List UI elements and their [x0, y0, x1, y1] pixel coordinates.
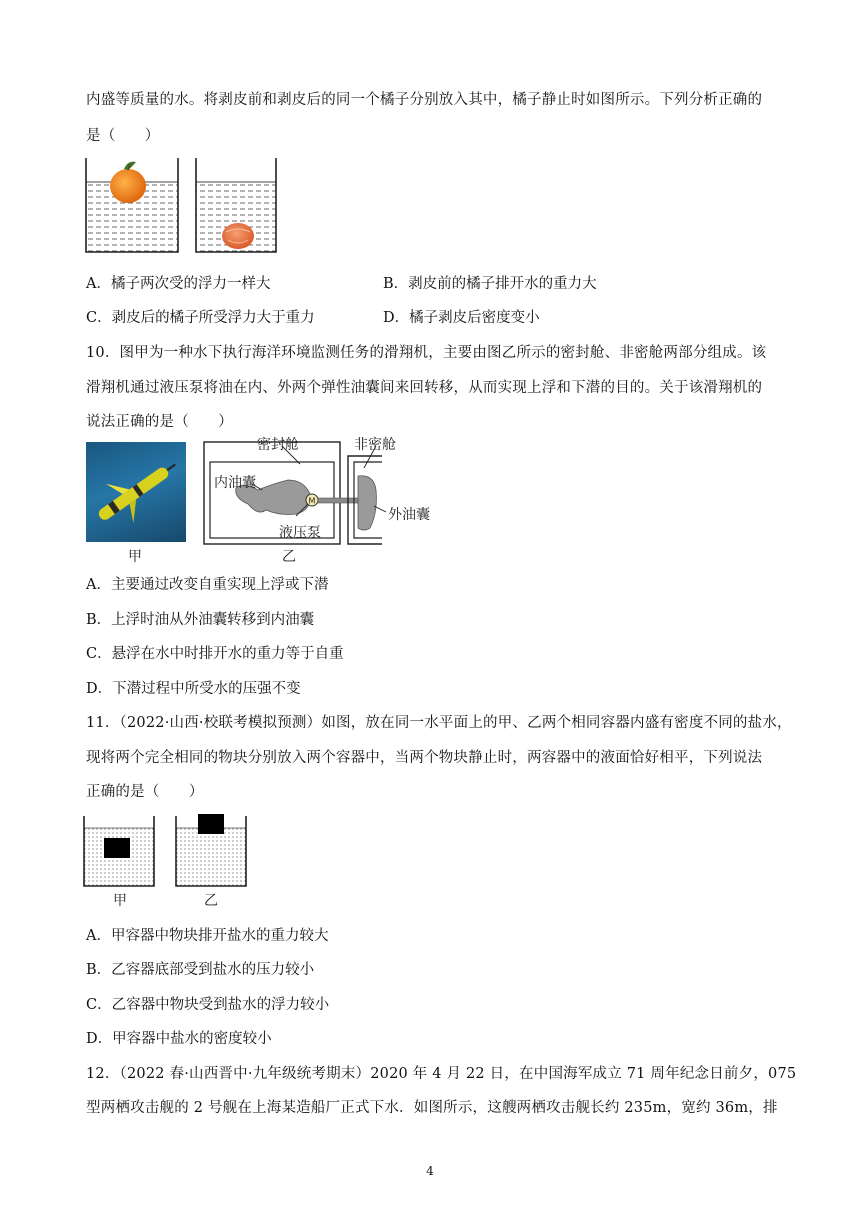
- q11-option-d: D．甲容器中盐水的密度较小: [86, 1031, 272, 1047]
- q9-option-a: A．橘子两次受的浮力一样大: [86, 276, 271, 292]
- q10-text-line-3: 说法正确的是（ ）: [86, 414, 233, 430]
- q10-text-line-1: 10．图甲为一种水下执行海洋环境监测任务的滑翔机，主要由图乙所示的密封舱、非密舱两部分组成。该: [86, 345, 767, 361]
- q10-option-c: C．悬浮在水中时排开水的重力等于自重: [86, 646, 344, 662]
- container-jia: [84, 816, 154, 886]
- beaker-unpeeled: [86, 158, 178, 252]
- label-sealed-cabin: 密封舱: [257, 437, 299, 453]
- glider-photo: [86, 442, 186, 542]
- caption-yi-2: 乙: [204, 893, 218, 909]
- q10-option-d: D．下潜过程中所受水的压强不变: [86, 681, 301, 697]
- q11-option-b: B．乙容器底部受到盐水的压力较小: [86, 962, 315, 978]
- q10-option-b: B．上浮时油从外油囊转移到内油囊: [86, 612, 315, 628]
- caption-jia-2: 甲: [113, 893, 127, 909]
- orange-beakers-figure: [80, 152, 280, 254]
- label-non-sealed-cabin: 非密舱: [354, 437, 396, 453]
- q9-option-b: B．剥皮前的橘子排开水的重力大: [383, 276, 597, 292]
- q10-option-a: A．主要通过改变自重实现上浮或下潜: [86, 577, 329, 593]
- container-yi: [176, 814, 246, 886]
- q11-text-line-3: 正确的是（ ）: [86, 784, 204, 800]
- salt-water-containers-figure: [80, 812, 250, 890]
- label-outer-oil-bag: 外油囊: [388, 507, 430, 523]
- unpeeled-orange-icon: [110, 169, 146, 203]
- q11-text-line-1: 11．（2022·山西·校联考模拟预测）如图，放在同一水平面上的甲、乙两个相同容器内盛有密度不同的盐水，: [86, 715, 792, 731]
- q9-option-c: C．剥皮后的橘子所受浮力大于重力: [86, 310, 315, 326]
- motor-label: M: [308, 496, 316, 506]
- caption-jia-1: 甲: [128, 549, 142, 565]
- q12-text-line-1: 12．（2022 春·山西晋中·九年级统考期末）2020 年 4 月 22 日，在中国海军成立 71 周年纪念日前夕，075: [86, 1066, 797, 1082]
- glider-structure-diagram: [200, 432, 440, 566]
- q11-option-a: A．甲容器中物块排开盐水的重力较大: [86, 928, 329, 944]
- q12-text-line-2: 型两栖攻击舰的 2 号舰在上海某造船厂正式下水．如图所示，这艘两栖攻击舰长约 235m，宽约 36m，排: [86, 1100, 778, 1116]
- q11-text-line-2: 现将两个完全相同的物块分别放入两个容器中，当两个物块静止时，两容器中的液面恰好相平，下列说法: [86, 750, 763, 766]
- q9-text-line-1: 内盛等质量的水。将剥皮前和剥皮后的同一个橘子分别放入其中，橘子静止时如图所示。下列分析正确的: [86, 92, 763, 108]
- beaker-peeled: [196, 158, 276, 252]
- q10-text-line-2: 滑翔机通过液压泵将油在内、外两个弹性油囊间来回转移，从而实现上浮和下潜的目的。关于该滑翔机的: [86, 380, 763, 396]
- q11-option-c: C．乙容器中物块受到盐水的浮力较小: [86, 997, 330, 1013]
- caption-yi-1: 乙: [282, 549, 296, 565]
- peeled-orange-icon: [222, 223, 254, 249]
- q9-text-line-2: 是（ ）: [86, 128, 160, 144]
- q9-option-d: D．橘子剥皮后密度变小: [383, 310, 540, 326]
- label-inner-oil-bag: 内油囊: [214, 475, 256, 491]
- label-hydraulic-pump: 液压泵: [279, 525, 321, 541]
- page-number: 4: [426, 1164, 434, 1178]
